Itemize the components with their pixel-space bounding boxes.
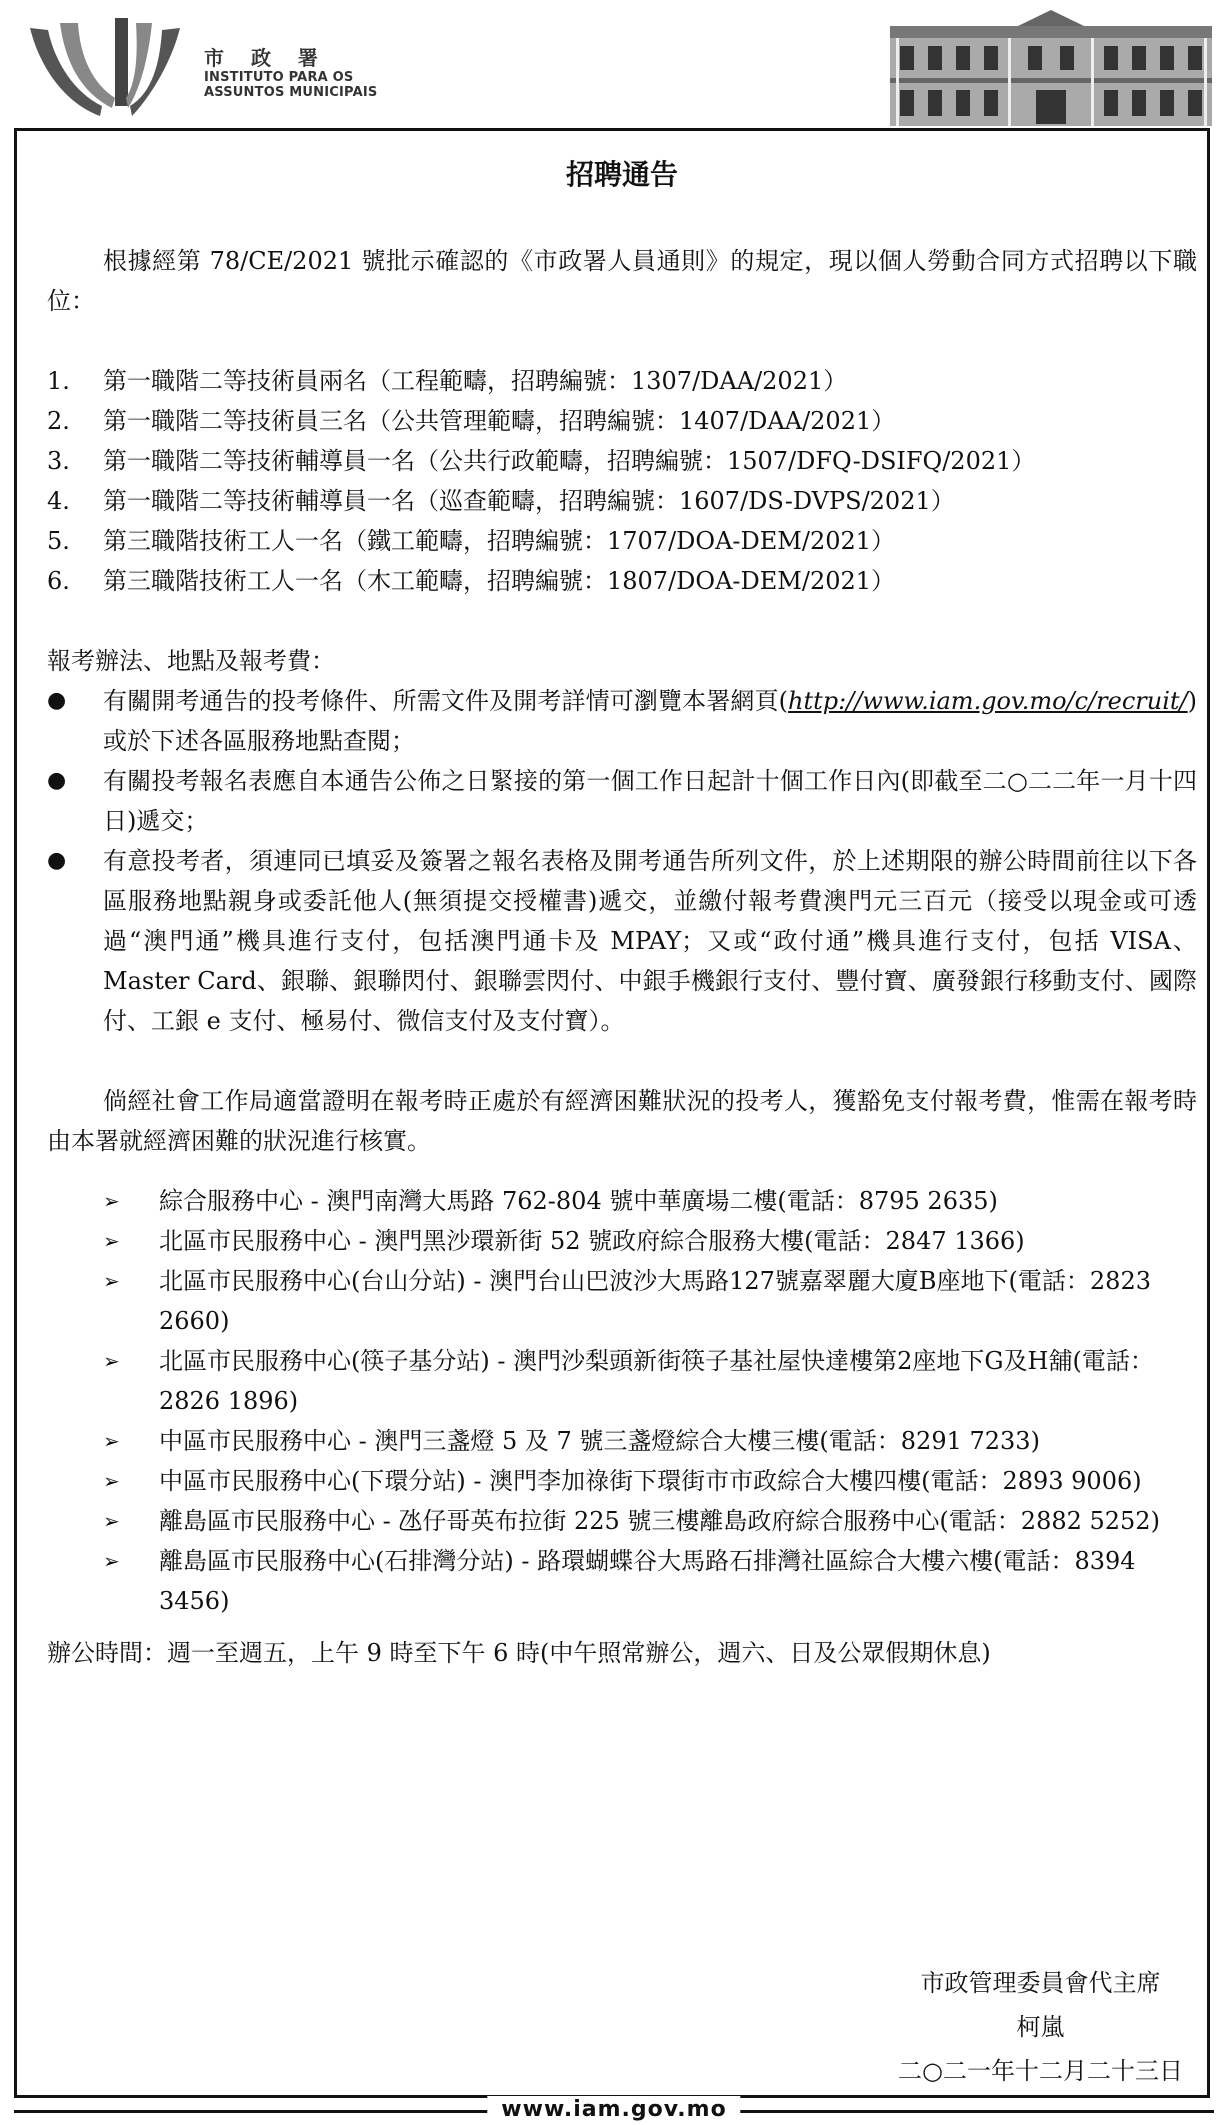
list-item: ● 有關投考報名表應自本通告公佈之日緊接的第一個工作日起計十個工作日內(即截至二○二二年一月十四日)遞交； xyxy=(47,761,1197,841)
arrow-bullet-icon: ➢ xyxy=(103,1189,120,1213)
org-name-zh: 市 政 署 xyxy=(204,46,328,70)
intro-paragraph: 根據經第 78/CE/2021 號批示確認的《市政署人員通則》的規定，現以個人勞動合同方式招聘以下職位： xyxy=(47,247,1197,315)
list-item: 5. 第三職階技術工人一名（鐵工範疇，招聘編號：1707/DOA-DEM/2021） xyxy=(47,527,896,555)
list-item: 3. 第一職階二等技術輔導員一名（公共行政範疇，招聘編號：1507/DFQ-DSIFQ/2021） xyxy=(47,447,1036,475)
org-name-block xyxy=(204,46,377,100)
application-section-heading: 報考辦法、地點及報考費： xyxy=(47,647,335,675)
positions-list xyxy=(47,361,1197,601)
arrow-bullet-icon: ➢ xyxy=(103,1229,120,1253)
list-item: 6. 第三職階技術工人一名（木工範疇，招聘編號：1807/DOA-DEM/2021） xyxy=(47,567,896,595)
arrow-bullet-icon: ➢ xyxy=(103,1269,120,1293)
notice-content xyxy=(47,151,1197,1673)
arrow-bullet-icon: ➢ xyxy=(103,1349,120,1373)
arrow-bullet-icon: ➢ xyxy=(103,1429,120,1453)
org-name-pt-1: INSTITUTO PARA OS xyxy=(204,70,354,85)
exemption-paragraph: 倘經社會工作局適當證明在報考時正處於有經濟困難狀況的投考人，獲豁免支付報考費，惟需在報考時由本署就經濟困難的狀況進行核實。 xyxy=(47,1087,1197,1155)
notice-frame xyxy=(14,128,1210,2098)
signatory-name: 柯嵐 xyxy=(1016,2013,1065,2041)
signature-block xyxy=(898,1961,1183,2093)
list-item: ➢ 北區市民服務中心(筷子基分站) - 澳門沙梨頭新街筷子基社屋快達樓第2座地下G及H舖(電話：2826 1896) xyxy=(47,1341,1197,1421)
municipal-building-icon xyxy=(888,6,1214,128)
list-item: ➢ 離島區市民服務中心(石排灣分站) - 路環蝴蝶谷大馬路石排灣社區綜合大樓六樓(電話：8394 3456) xyxy=(47,1541,1197,1621)
application-bullets xyxy=(47,681,1197,1041)
notice-date: 二○二一年十二月二十三日 xyxy=(898,2057,1183,2085)
footer xyxy=(0,2098,1228,2125)
list-item: ➢ 綜合服務中心 - 澳門南灣大馬路 762-804 號中華廣場二樓(電話：8795 2635) xyxy=(47,1181,1197,1221)
list-item: ➢ 離島區市民服務中心 - 氹仔哥英布拉街 225 號三樓離島政府綜合服務中心(電話：2882 5252) xyxy=(47,1501,1197,1541)
iam-logo-icon xyxy=(20,8,220,123)
arrow-bullet-icon: ➢ xyxy=(103,1469,120,1493)
notice-title: 招聘通告 xyxy=(565,158,678,191)
list-item: 2. 第一職階二等技術員三名（公共管理範疇，招聘編號：1407/DAA/2021） xyxy=(47,407,896,435)
arrow-bullet-icon: ➢ xyxy=(103,1509,120,1533)
list-item: ● 有關開考通告的投考條件、所需文件及開考詳情可瀏覽本署網頁(http://www.iam.gov.mo/c/recruit/)或於下述各區服務地點查閱； xyxy=(47,681,1197,761)
list-item: 4. 第一職階二等技術輔導員一名（巡查範疇，招聘編號：1607/DS-DVPS/2021） xyxy=(47,487,955,515)
bullet-icon: ● xyxy=(47,688,67,713)
list-item: ● 有意投考者，須連同已填妥及簽署之報名表格及開考通告所列文件，於上述期限的辦公時間前往以下各區服務地點親身或委託他人(無須提交授權書)遞交，並繳付報考費澳門元三百元（接受以現金或可透過“澳門通”機具進行支付，包括澳門通卡及 MPAY；又或“政付通”機具進行支付，包括 VISA、Master Card、銀聯、銀聯閃付、銀聯雲閃付、中銀手機銀行支付、豐付寶、廣發銀行移動支付、國際付、工銀 e 支付、極易付、微信支付及支付寶）。 xyxy=(47,841,1197,1041)
list-item: 1. 第一職階二等技術員兩名（工程範疇，招聘編號：1307/DAA/2021） xyxy=(47,367,848,395)
recruit-link[interactable]: http://www.iam.gov.mo/c/recruit/ xyxy=(788,687,1188,715)
arrow-bullet-icon: ➢ xyxy=(103,1549,120,1573)
signatory-title: 市政管理委員會代主席 xyxy=(920,1969,1161,1997)
org-name-pt-2: ASSUNTOS MUNICIPAIS xyxy=(204,85,378,100)
list-item: ➢ 北區市民服務中心 - 澳門黑沙環新街 52 號政府綜合服務大樓(電話：2847 1366) xyxy=(47,1221,1197,1261)
list-item: ➢ 北區市民服務中心(台山分站) - 澳門台山巴波沙大馬路127號嘉翠麗大廈B座地下(電話：2823 2660) xyxy=(47,1261,1197,1341)
service-centres-list xyxy=(47,1181,1197,1621)
office-hours: 辦公時間：週一至週五，上午 9 時至下午 6 時(中午照常辦公，週六、日及公眾假期休息) xyxy=(47,1639,991,1667)
list-item: ➢ 中區市民服務中心 - 澳門三盞燈 5 及 7 號三盞燈綜合大樓三樓(電話：8291 7233) xyxy=(47,1421,1197,1461)
list-item: ➢ 中區市民服務中心(下環分站) - 澳門李加祿街下環街市市政綜合大樓四樓(電話：2893 9006) xyxy=(47,1461,1197,1501)
footer-url[interactable]: www.iam.gov.mo xyxy=(487,2096,740,2124)
bullet-icon: ● xyxy=(47,848,67,873)
bullet-icon: ● xyxy=(47,768,67,793)
